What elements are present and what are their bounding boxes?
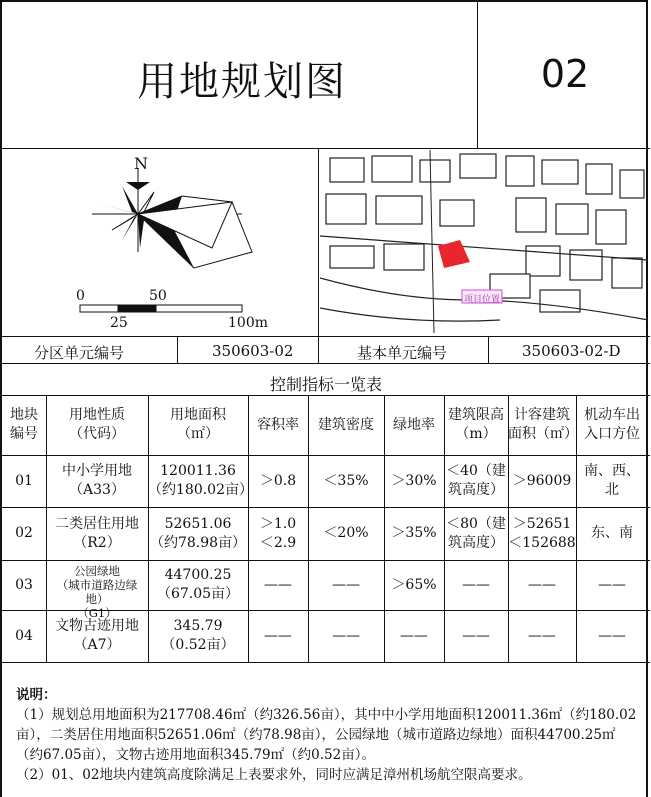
- north-label: N: [134, 154, 148, 173]
- scale-25: 25: [110, 315, 128, 331]
- scale-bar: [72, 302, 252, 316]
- table-cell: 二类居住用地 （R2）: [55, 515, 139, 551]
- table-cell: ——: [598, 627, 626, 644]
- table-cell: ——: [528, 627, 556, 644]
- table-cell: 南、西、 北: [584, 463, 640, 498]
- table-cell: 中小学用地 （A33）: [62, 463, 132, 498]
- table-cell: 03: [15, 576, 33, 593]
- note-1: （1）规划总用地面积为217708.46㎡（约326.56亩），其中中小学用地面积120011.36㎡（约180.02亩），二类居住用地面积52651.06㎡（约78.98亩），公园绿地（城市道路边绿地）面积44700.25㎡（约67.05亩），文物古迹用地面积345.79㎡（约0.52亩）。: [16, 707, 637, 763]
- zone-unit-label: 分区单元编号: [34, 344, 125, 362]
- table-cell: 文物古迹用地 （A7）: [55, 618, 139, 653]
- page-title: 用地规划图: [137, 59, 347, 105]
- table-header-cell: 用地面积 （㎡）: [170, 407, 226, 442]
- notes: [16, 685, 641, 785]
- table-cell: 44700.25 （67.05亩）: [156, 567, 240, 602]
- project-site: [438, 240, 470, 268]
- table-cell: ＜20%: [323, 525, 369, 541]
- table-cell: 345.79 （0.52亩）: [161, 618, 235, 653]
- table-cell: ＞30%: [391, 472, 437, 489]
- table-cell: 01: [15, 472, 33, 489]
- table-header-cell: 机动车出 入口方位: [584, 407, 640, 442]
- table-cell: ——: [332, 576, 360, 593]
- zone-unit-value: 350603-02: [212, 342, 294, 360]
- scale-100: 100m: [228, 315, 268, 331]
- table-header-cell: 地块 编号: [10, 407, 38, 442]
- table-cell: ——: [462, 576, 490, 593]
- table-cell: 02: [15, 525, 33, 541]
- table-cell: ＞65%: [391, 576, 437, 593]
- table-header-cell: 建筑限高 （m）: [448, 407, 504, 442]
- table-cell: ——: [462, 627, 490, 644]
- table-cell: ——: [528, 576, 556, 593]
- table-cell: 52651.06 （约78.98亩）: [149, 515, 247, 551]
- table-header-cell: 建筑密度: [318, 416, 374, 433]
- compass-rose-icon: [82, 152, 262, 292]
- table-cell: 120011.36 （约180.02亩）: [148, 463, 253, 498]
- project-location-label: 项目位置: [464, 295, 501, 305]
- table-cell: ＞35%: [391, 525, 437, 541]
- table-cell: 东、南: [591, 525, 633, 541]
- notes-heading: 说明：: [16, 687, 57, 703]
- note-2: （2）01、02地块内建筑高度除满足上表要求外，同时应满足漳州机场航空限高要求。: [16, 767, 532, 783]
- table-cell: ——: [598, 576, 626, 593]
- table-header-cell: 用地性质 （代码）: [69, 407, 125, 442]
- table-cell: ＜35%: [323, 472, 369, 489]
- basic-unit-label: 基本单元编号: [357, 344, 448, 362]
- table-cell: ＜80（建 筑高度）: [446, 515, 506, 551]
- table-header-cell: 容积率: [257, 416, 299, 433]
- table-cell: ——: [332, 627, 360, 644]
- table-header-cell: 绿地率: [393, 416, 435, 433]
- table-cell: ＜40（建 筑高度）: [446, 463, 506, 498]
- scale-50: 50: [149, 288, 167, 304]
- table-cell: ＞96009: [512, 472, 572, 489]
- table-header-cell: 计容建筑 面积（㎡）: [508, 407, 578, 442]
- table-cell: ＞1.0 ＜2.9: [259, 515, 297, 551]
- table-cell: ——: [400, 627, 428, 644]
- table-cell: ——: [264, 627, 292, 644]
- sheet-code: 02: [540, 52, 590, 96]
- table-cell: ——: [264, 576, 292, 593]
- basic-unit-value: 350603-02-D: [522, 342, 621, 360]
- table-cell: 04: [15, 627, 33, 644]
- table-cell: ＞52651 ＜152688: [508, 515, 576, 551]
- table-cell: ＞0.8: [259, 472, 297, 489]
- table-cell: 公园绿地 （城市道路边绿地） （G1）: [56, 564, 138, 620]
- scale-0: 0: [76, 288, 85, 304]
- table-title: 控制指标一览表: [269, 375, 382, 394]
